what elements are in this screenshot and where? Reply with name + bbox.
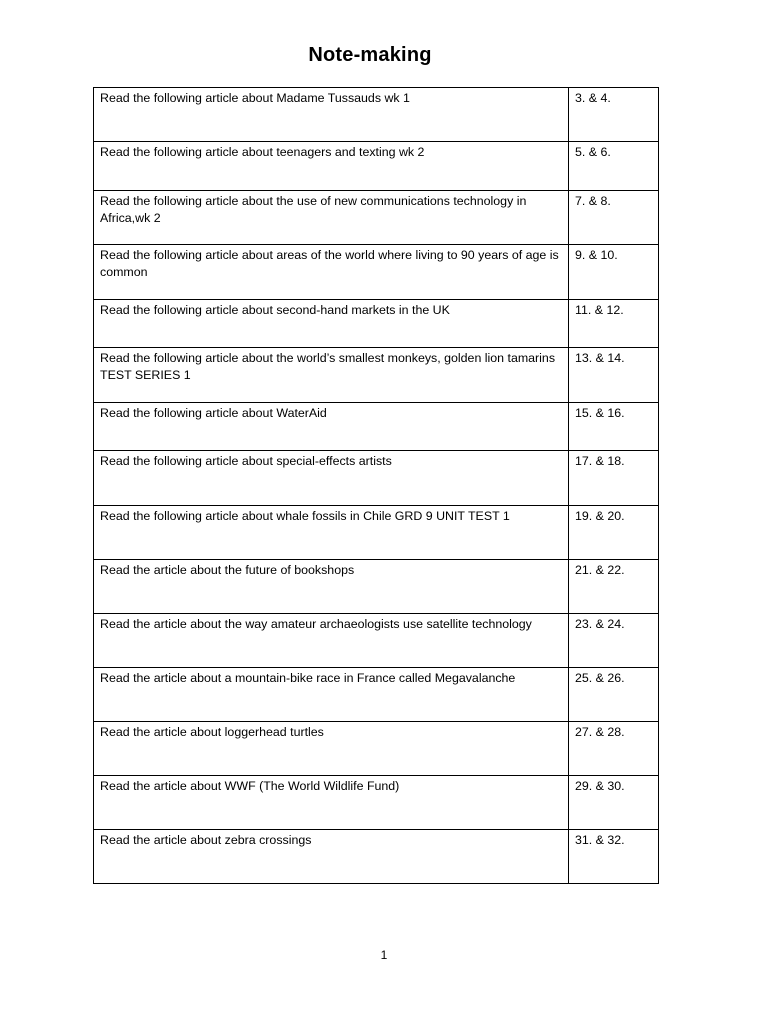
article-description: Read the article about zebra crossings [94,830,569,884]
question-numbers: 15. & 16. [569,403,659,451]
article-description: Read the following article about WaterAid [94,403,569,451]
question-numbers: 29. & 30. [569,776,659,830]
table-row [94,191,659,245]
article-description: Read the following article about teenagers and texting wk 2 [94,142,569,191]
table-row [94,506,659,560]
table-row [94,830,659,884]
question-numbers: 25. & 26. [569,668,659,722]
question-numbers: 5. & 6. [569,142,659,191]
table-row [94,722,659,776]
question-numbers: 17. & 18. [569,451,659,506]
article-description: Read the following article about the use of new communications technology in Africa,wk 2 [94,191,569,245]
article-table [93,87,659,884]
question-numbers: 7. & 8. [569,191,659,245]
table-row [94,668,659,722]
article-description: Read the article about WWF (The World Wildlife Fund) [94,776,569,830]
question-numbers: 31. & 32. [569,830,659,884]
table-row [94,614,659,668]
article-description: Read the following article about whale fossils in Chile GRD 9 UNIT TEST 1 [94,506,569,560]
article-description: Read the following article about areas of the world where living to 90 years of age is common [94,245,569,300]
article-description: Read the following article about special-effects artists [94,451,569,506]
article-description: Read the article about loggerhead turtles [94,722,569,776]
question-numbers: 9. & 10. [569,245,659,300]
table-row [94,560,659,614]
article-description: Read the following article about second-hand markets in the UK [94,300,569,348]
table-row [94,776,659,830]
article-description: Read the article about a mountain-bike race in France called Megavalanche [94,668,569,722]
question-numbers: 27. & 28. [569,722,659,776]
table-row [94,300,659,348]
article-description: Read the article about the future of bookshops [94,560,569,614]
question-numbers: 11. & 12. [569,300,659,348]
question-numbers: 23. & 24. [569,614,659,668]
article-description: Read the article about the way amateur archaeologists use satellite technology [94,614,569,668]
table-row [94,348,659,403]
table-row [94,245,659,300]
question-numbers: 19. & 20. [569,506,659,560]
question-numbers: 3. & 4. [569,88,659,142]
table-row [94,88,659,142]
page-title: Note-making [308,44,432,66]
table-row [94,403,659,451]
table-row [94,451,659,506]
question-numbers: 21. & 22. [569,560,659,614]
page-number: 1 [380,948,388,962]
article-description: Read the following article about the world’s smallest monkeys, golden lion tamarins TEST SERIES 1 [94,348,569,403]
question-numbers: 13. & 14. [569,348,659,403]
table-row [94,142,659,191]
article-description: Read the following article about Madame Tussauds wk 1 [94,88,569,142]
